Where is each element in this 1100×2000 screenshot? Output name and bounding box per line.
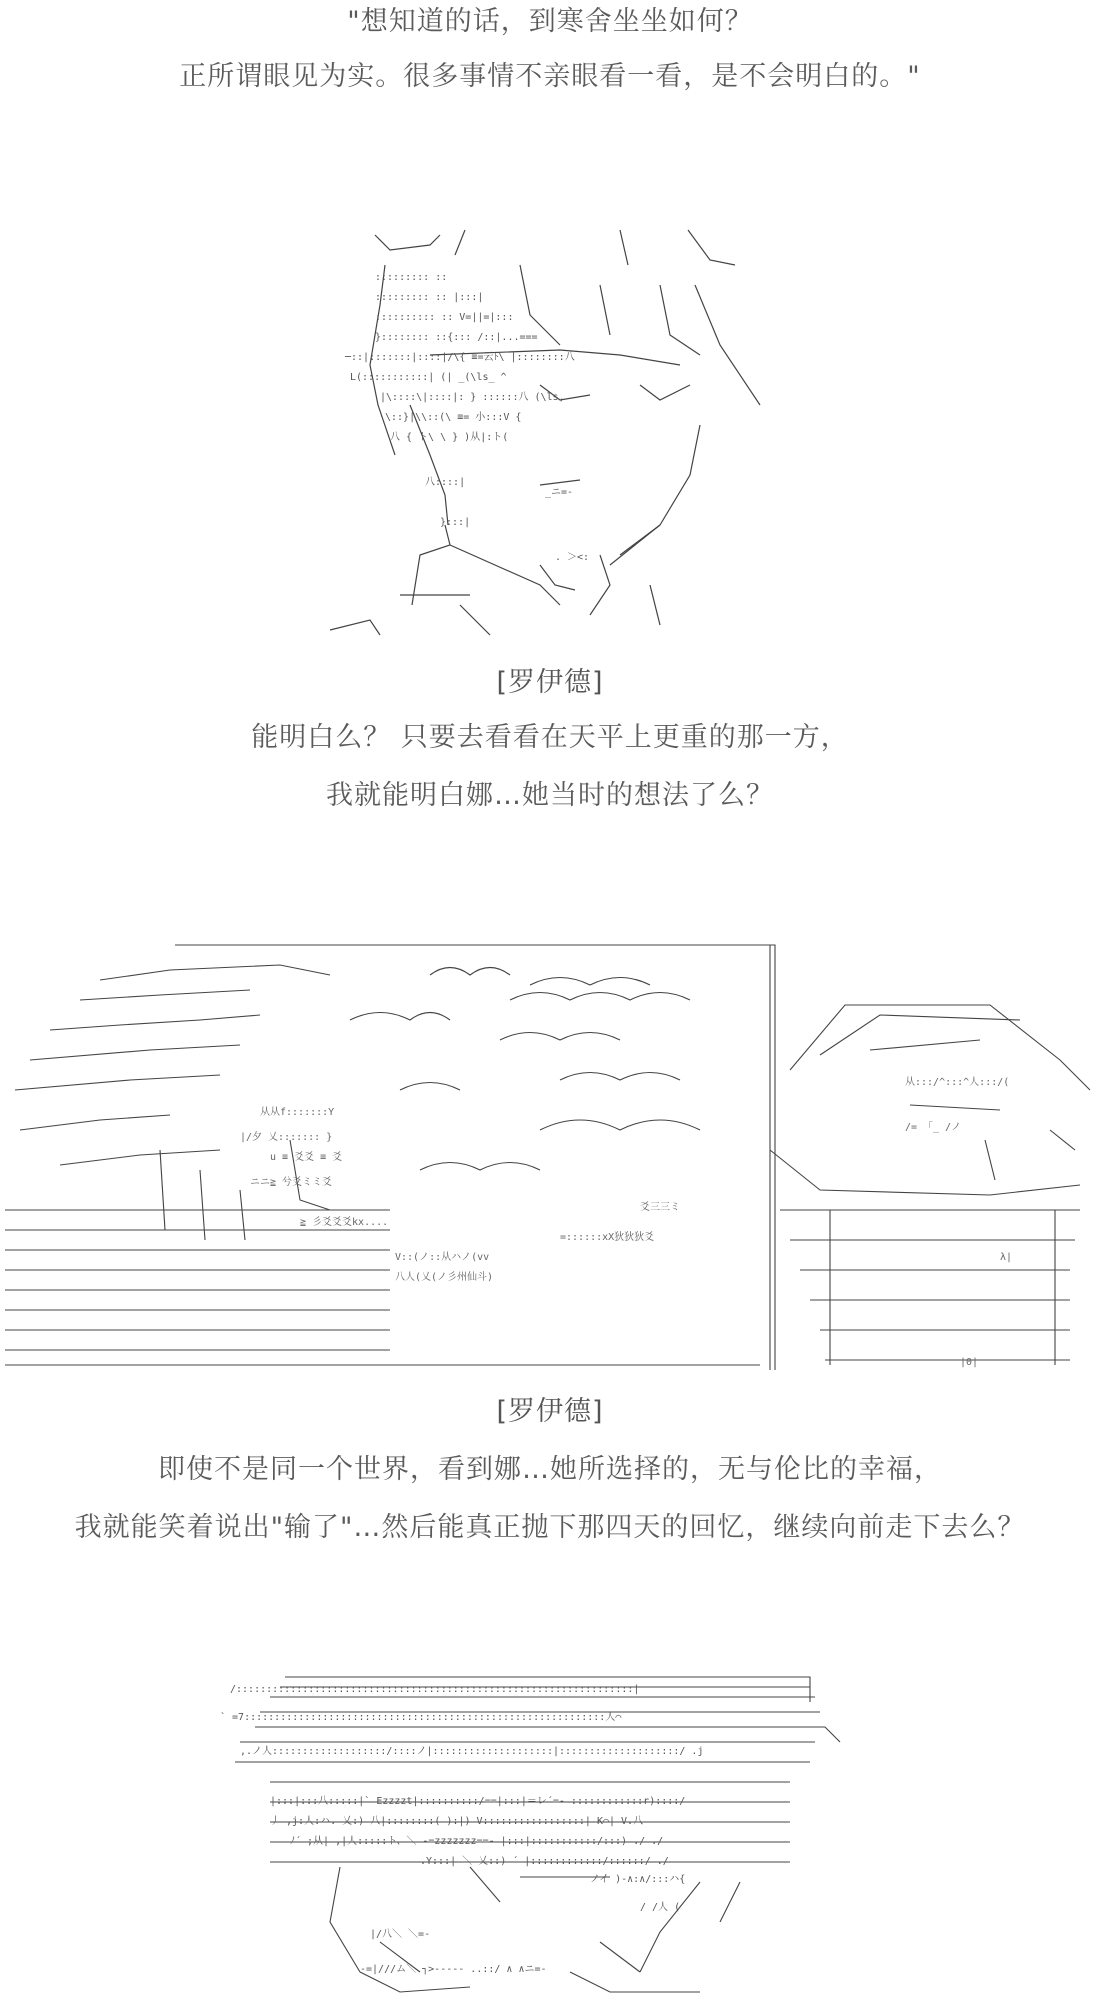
portrait-art	[0, 225, 1100, 650]
intro-line-1: "想知道的话，到寒舍坐坐如何？	[347, 6, 753, 37]
svg-text:丿 ,j:人:ハ. 乂:) 八|::::::::( ):|): 丿 ,j:人:ハ. 乂:) 八|::::::::( ):|) V:::::::::::::::::| K⌒| V.八	[270, 1816, 644, 1827]
svg-text:|0|: |0|	[960, 1357, 979, 1368]
landscape-art	[0, 940, 1100, 1375]
dialogue-line-6: 我就能笑着说出"输了"…然后能真正抛下那四天的回忆，继续向前走下去么？	[74, 1512, 1026, 1543]
svg-text:/ /人 (: / /人 (	[640, 1902, 681, 1913]
svg-text:ﾉ´ ;从| ,|人:::::ト、＼ ‐=zzz: ﾉ´ ;从| ,|人:::::ト、＼ ‐=zzzzzzz==‐ |:::|:::::::::::/:::) ./ ./	[290, 1836, 664, 1847]
dialogue-line-5: 即使不是同一个世界，看到娜…她所选择的，无与伦比的幸福，	[158, 1454, 942, 1485]
svg-text:. ＞<:: . ＞<:	[555, 552, 590, 563]
svg-text:_ニ=‐: _ニ=‐	[545, 487, 574, 498]
dialogue-line-4: 我就能明白娜…她当时的想法了么？	[326, 780, 774, 811]
svg-text:}:::::::: ::{::: /::|...===: }:::::::: ::{::: /::|...===	[375, 332, 538, 343]
svg-text:/= 「_ /ノ: /= 「_ /ノ	[905, 1122, 962, 1133]
svg-text:` =7::::::::::::::::::::::::::: ` =7::::::::::::::::::::::::::::::::::::::::::::::::::::::::::::人⌒	[220, 1712, 622, 1723]
svg-text:爻三三ミ: 爻三三ミ	[640, 1202, 680, 1213]
svg-text:八::::|: 八::::|	[425, 477, 466, 488]
svg-text:::::::::: ::: ::::::::: ::	[375, 272, 448, 283]
speaker-label-2: [罗伊德]	[496, 1396, 604, 1427]
figure-art	[0, 1672, 1100, 2000]
svg-text:≧ 彡爻爻爻kx....: ≧ 彡爻爻爻kx....	[300, 1217, 389, 1228]
svg-text::::::::::: :: V=||=|:::: :::::::::: :: V=||=|:::	[375, 312, 514, 323]
svg-text:=::::::xX狄狄狄爻: =::::::xX狄狄狄爻	[560, 1232, 655, 1243]
svg-text:u ≡ 爻爻 ≡ 爻: u ≡ 爻爻 ≡ 爻	[270, 1152, 343, 1163]
svg-text:.Y:::| ＼ 乂::) ´ |:::::::: .Y:::| ＼ 乂::) ´ |::::::::::::/::::::/ ./	[420, 1856, 669, 1867]
svg-text:λ|: λ|	[1000, 1252, 1013, 1263]
svg-text:L(:::::::::::| (| _(\ls_ ^: L(:::::::::::| (| _(\ls_ ^	[350, 372, 507, 383]
svg-text:V::(ノ::从ハノ(vv: V::(ノ::从ハノ(vv	[395, 1252, 490, 1263]
svg-text:八人(乂(ノ彡州仙斗): 八人(乂(ノ彡州仙斗)	[395, 1272, 494, 1283]
svg-text:|:::|:::八:::::|` Ezzzzt|::::::: |:::|:::八:::::|` Ezzzzt|::::::::::/==|:::|＝レ´=‐ ::::::::::::r)::::/	[270, 1796, 686, 1807]
svg-text:-=|///ム＼ ┐>‐---‐ ..::/ ∧ ∧: -=|///ム＼ ┐>‐---‐ ..::/ ∧ ∧ニ=-	[360, 1964, 547, 1975]
svg-text:,.ノ人:::::::::::::::::::/::::ノ|: ,.ノ人:::::::::::::::::::/::::ノ|::::::::::::::::::::|::::::::::::::::::::/ .j	[240, 1746, 704, 1757]
svg-text:ノイ )-∧:∧/:::ハ{: ノイ )-∧:∧/:::ハ{	[590, 1874, 686, 1885]
speaker-label-1: [罗伊德]	[496, 667, 604, 698]
svg-text:从从f:::::::Y: 从从f:::::::Y	[260, 1107, 335, 1118]
svg-text:|/夕 乂::::::: }: |/夕 乂::::::: }	[240, 1132, 333, 1143]
svg-text:ニニ≧ 兮爻ミミ爻: ニニ≧ 兮爻ミミ爻	[250, 1177, 333, 1188]
svg-text:|\::::\|::::|: } ::::::八: |\::::\|::::|: } ::::::八 (\ls,	[380, 392, 565, 403]
intro-line-2: 正所谓眼见为实。很多事情不亲眼看一看，是不会明白的。"	[179, 61, 921, 92]
svg-text:/:::::::::::::::::::::::::::::: /::::::::::::::::::::::::::::::::::::::::::::::::::::::::::::::::::|	[230, 1684, 640, 1695]
svg-text:::::::::: :: |:::|: ::::::::: :: |:::|	[375, 292, 484, 303]
dialogue-line-3: 能明白么？ 只要去看看在天平上更重的那一方，	[251, 722, 849, 753]
svg-text:八 { ト\ \ } )从|:: 八 { ト\ \ } )从|:ト(	[390, 432, 509, 443]
svg-text:从:::/^:::^人:::/(: 从:::/^:::^人:::/(	[905, 1077, 1010, 1088]
svg-text:|/八＼ ＼=-: |/八＼ ＼=-	[370, 1929, 431, 1940]
svg-text:─::|:::::::|::::|/\{ ≡=云ﾄ\ |:: ─::|:::::::|::::|/\{ ≡=云ﾄ\ |::::::::八	[345, 352, 575, 363]
svg-text:\::}|\\::(\ ≡= 小::: \::}|\\::(\ ≡= 小:::V {	[385, 412, 522, 423]
svg-text:}:::|: }:::|	[440, 517, 471, 528]
